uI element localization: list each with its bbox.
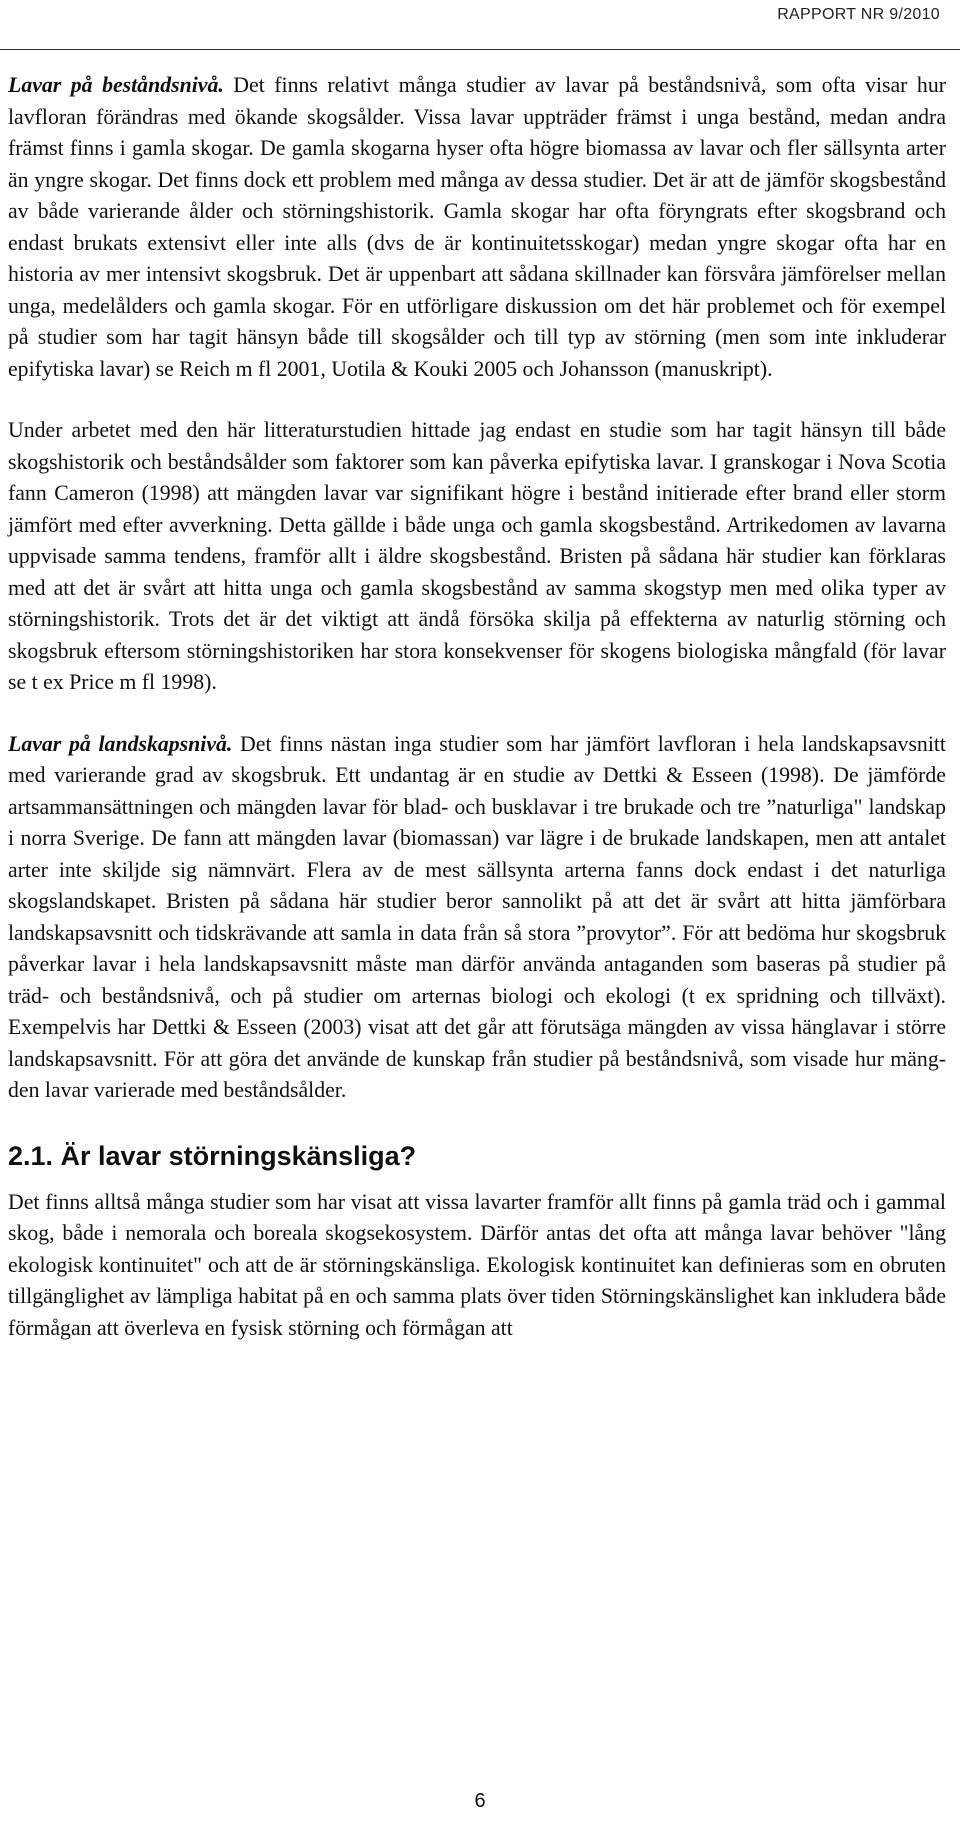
paragraph-text: Under arbetet med den här litteraturstudien hittade jag endast en studie som har tagit hänsyn till både skogshistorik och beståndsålder som faktorer som kan påverka epifytiska lavar. I granskogar i Nova Scotia fann Cameron (1998) att mängden lavar var signifikant högre i bestånd initierade efter brand eller storm jämfört med efter avverkning. Detta gällde i både unga och gamla skogsbestånd. Artrikedomen av lavarna uppvisade samma tendens, framför allt i äldre skogsbestånd. Bristen på sådana här studier kan förklaras med att det är svårt att hitta unga och gamla skogsbestånd av samma skogstyp men med olika typer av störningshistorik. Trots det är det viktigt att ändå försöka skilja på effekterna av naturlig störning och skogsbruk eftersom störningshistoriken har stora konsekvenser för skogens biologiska mångfald (för lavar se t ex Price m fl 1998). — [8, 418, 946, 694]
paragraph-lead: Lavar på beståndsnivå. — [8, 73, 224, 97]
paragraph-text: Det finns relativt många studier av lavar på beståndsnivå, som ofta visar hur lavfloran förändras med ökande skogsålder. Vissa lavar uppträder främst i unga bestånd, medan andra främst finns i gamla skogar. De gamla skogarna hyser ofta högre biomassa av lavar och fler sällsynta arter än yngre skogar. Det finns dock ett problem med många av dessa studier. Det är att de jämför skogsbestånd av både varierande ålder och störningshistorik. Gamla skogar har ofta föryngrats efter skogsbrand och endast brukats extensivt eller inte alls (dvs de är kontinuitetsskogar) medan yngre skogar ofta har en historia av mer intensivt skogsbruk. Det är uppenbart att sådana skillnader kan försvåra jämförelser mellan unga, medelålders och gamla skogar. För en utförligare diskussion om det här problemet och för exempel på studier som har tagit hänsyn både till skogsålder och till typ av störning (men som inte inkluderar epifytiska lavar) se Reich m fl 2001, Uotila & Kouki 2005 och Johansson (manuskript). — [8, 73, 946, 381]
document-body — [8, 70, 946, 1374]
paragraph-text: Det finns alltså många studier som har visat att vissa lavarter framför allt finns på gamla träd och i gammal skog, både i nemorala och boreala skogsekosystem. Därför antas det ofta att många lavar behöver "lång ekologisk kontinuitet" och att de är störningskänsliga. Ekologisk kontinuitet kan definieras som en obruten tillgänglighet av lämpliga habitat på en och samma plats över tiden Störningskänslighet kan inkludera både förmågan att överleva en fysisk störning och förmågan att — [8, 1189, 946, 1340]
section-heading: 2.1. Är lavar störningskänsliga? — [8, 1140, 417, 1171]
paragraph-text: Det finns nästan inga studier som har jämfört lavfloran i hela landskapsavsnitt med varierande grad av skogsbruk. Ett undantag är en studie av Dettki & Esseen (1998). De jämförde artsammansättningen och mängden lavar för blad- och busklavar i tre brukade och tre ”naturliga" landskap i norra Sverige. De fann att mängden lavar (biomassan) var lägre i de brukade landskapen, men att antalet arter inte skiljde sig nämnvärt. Flera av de mest sällsynta arterna fanns dock endast i det naturliga skogslandskapet. Bristen på sådana här studier beror sannolikt på att det är svårt att hitta jämförbara landskapsavsnitt och tidskrävande att samla in data från så stora ”provytor”. För att bedöma hur skogsbruk påverkar lavar i hela landskapsavsnitt måste man därför använda antaganden som baseras på studier på träd- och beståndsnivå, och på studier om arternas biologi och ekologi (t ex spridning och tillväxt). Exempelvis har Dettki & Esseen (2003) visat att det går att förutsäga mängden av vissa hänglavar i större landskapsavsnitt. För att göra det använde de kunskap från studier på beståndsnivå, som visade hur mängden lavar varierade med beståndsålder. — [8, 731, 946, 1102]
page-header — [0, 0, 960, 50]
page-number: 6 — [474, 1790, 486, 1812]
paragraph-landscape-level — [8, 729, 946, 1107]
paragraph-stand-level — [8, 70, 946, 385]
paragraph-forest-history — [8, 415, 946, 699]
paragraph-section-text — [8, 1187, 946, 1345]
report-id: RAPPORT NR 9/2010 — [777, 6, 940, 23]
paragraph-lead: Lavar på landskapsnivå. — [8, 731, 233, 756]
